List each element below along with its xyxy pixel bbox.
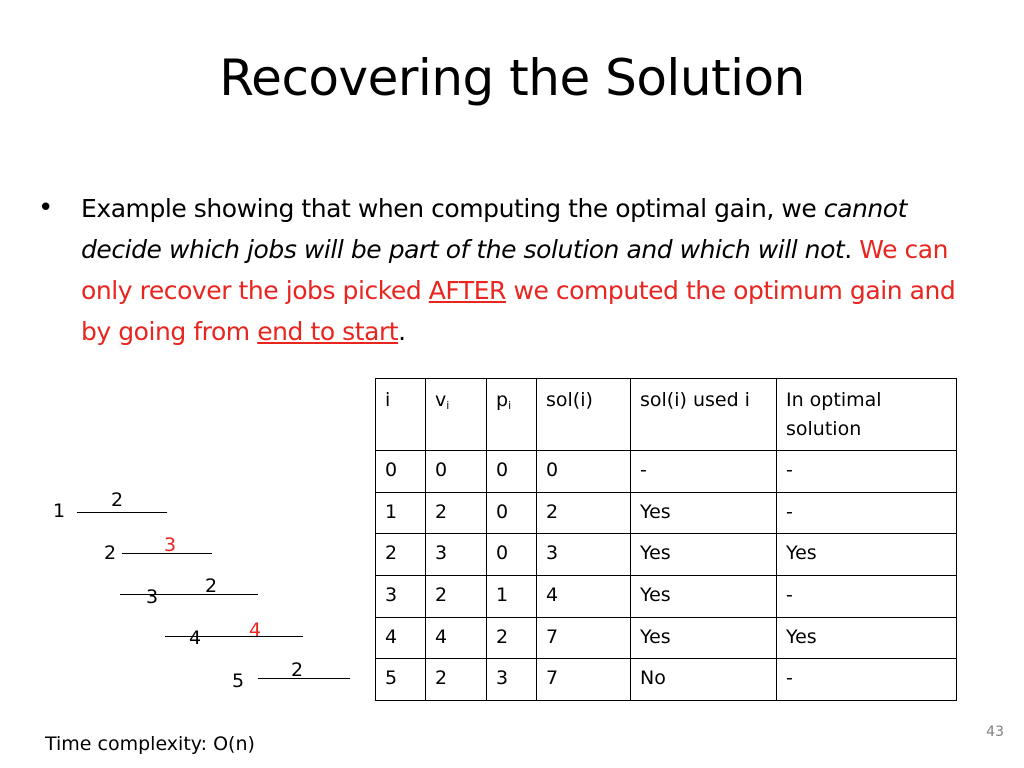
header-cell-i: i — [376, 379, 426, 451]
job-label: 1 — [53, 500, 66, 522]
bullet-text — [81, 188, 961, 352]
table-cell: 5 — [376, 659, 426, 701]
table-cell: Yes — [631, 534, 777, 576]
job-interval-line — [165, 636, 303, 637]
table-cell: 2 — [376, 534, 426, 576]
table-cell: 7 — [537, 659, 631, 701]
job-label: 5 — [232, 670, 245, 692]
bullet-text-end: . — [398, 317, 406, 346]
job-label: 4 — [189, 627, 202, 649]
table-cell: 2 — [426, 492, 487, 534]
bullet-dot-icon: • — [38, 193, 54, 223]
table-cell: Yes — [777, 534, 957, 576]
bullet-text-period: . — [844, 235, 860, 264]
bullet-text-red: We can only recover the jobs picked — [81, 235, 949, 305]
table-cell: 4 — [426, 617, 487, 659]
table-header-row — [376, 379, 957, 451]
header-cell-used: sol(i) used i — [631, 379, 777, 451]
bullet-text-red-underlined: AFTER — [428, 276, 506, 305]
job-label: 3 — [146, 586, 159, 608]
table-cell: 4 — [376, 617, 426, 659]
table-cell: 2 — [426, 659, 487, 701]
job-weight: 2 — [111, 489, 124, 511]
table-cell: 2 — [426, 576, 487, 618]
table-cell: Yes — [631, 576, 777, 618]
table-cell: Yes — [631, 617, 777, 659]
job-weight: 4 — [249, 619, 262, 641]
job-interval-line — [120, 594, 258, 595]
time-complexity-note: Time complexity: O(n) — [45, 733, 255, 755]
table-cell: 0 — [487, 492, 537, 534]
table-cell: 2 — [537, 492, 631, 534]
table-cell: 1 — [487, 576, 537, 618]
table-cell: 3 — [537, 534, 631, 576]
table-cell: - — [777, 451, 957, 493]
header-cell-in-optimal: In optimal solution — [777, 379, 957, 451]
table-cell: 1 — [376, 492, 426, 534]
header-subscript: i — [508, 399, 512, 412]
table-row — [376, 576, 957, 618]
table-cell: 3 — [426, 534, 487, 576]
table-cell: - — [631, 451, 777, 493]
job-interval-line — [258, 678, 350, 679]
table-row — [376, 617, 957, 659]
job-interval-line — [77, 512, 167, 513]
bullet-text-red: we computed the optimum gain and by going from — [81, 276, 956, 346]
job-weight: 3 — [164, 534, 177, 556]
table-cell: 0 — [426, 451, 487, 493]
slide-title: Recovering the Solution — [219, 49, 805, 107]
table-cell: 3 — [376, 576, 426, 618]
table-row — [376, 492, 957, 534]
header-cell-p: $p_i$ — [487, 379, 537, 451]
table-row — [376, 659, 957, 701]
table-cell: 0 — [487, 534, 537, 576]
table-cell: 0 — [537, 451, 631, 493]
job-weight: 2 — [291, 659, 304, 681]
table-cell: Yes — [777, 617, 957, 659]
table-row — [376, 451, 957, 493]
table-cell: 4 — [537, 576, 631, 618]
job-label: 2 — [104, 542, 117, 564]
table-cell: 0 — [487, 451, 537, 493]
page-number: 43 — [986, 724, 1004, 740]
header-subscript: i — [446, 399, 450, 412]
job-weight: 2 — [205, 575, 218, 597]
table-cell: No — [631, 659, 777, 701]
table-cell: Yes — [631, 492, 777, 534]
bullet-text-italic: cannot decide which jobs will be part of the solution and which will not — [81, 194, 907, 264]
bullet-text-red-underlined: end to start — [257, 317, 399, 346]
jobs-diagram — [0, 480, 370, 700]
table-cell: - — [777, 659, 957, 701]
table-cell: 0 — [376, 451, 426, 493]
bullet-text-plain: Example showing that when computing the optimal gain, we — [81, 194, 824, 223]
header-cell-sol: sol(i) — [537, 379, 631, 451]
table-cell: 2 — [487, 617, 537, 659]
solution-table — [375, 378, 957, 701]
table-cell: 7 — [537, 617, 631, 659]
table-cell: - — [777, 492, 957, 534]
table-cell: 3 — [487, 659, 537, 701]
job-interval-line — [122, 553, 212, 554]
header-cell-v: $v_i$ — [426, 379, 487, 451]
table-cell: - — [777, 576, 957, 618]
table-row — [376, 534, 957, 576]
